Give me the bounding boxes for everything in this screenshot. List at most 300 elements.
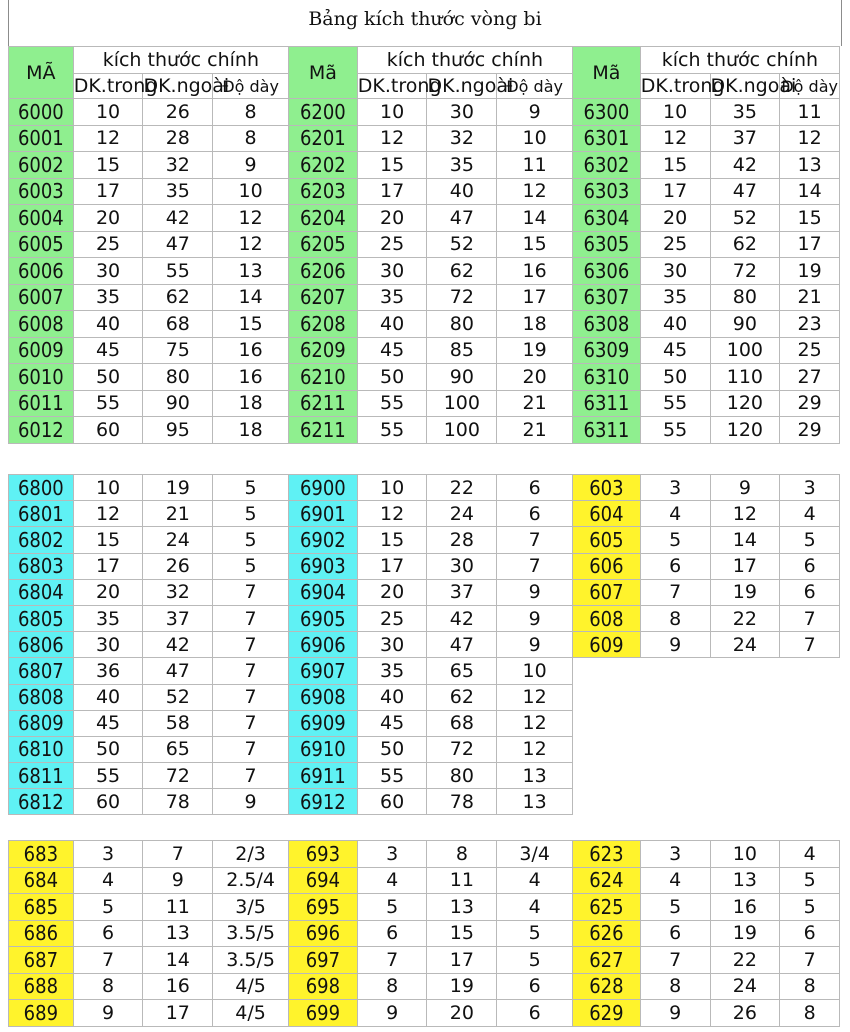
inner-diameter-cell: 60 [357, 789, 427, 815]
inner-diameter-cell: 55 [640, 417, 710, 444]
thickness-cell: 7 [213, 579, 289, 605]
inner-diameter-cell: 40 [73, 684, 143, 710]
outer-diameter-cell: 75 [143, 337, 213, 364]
thickness-cell: 12 [780, 125, 840, 152]
code-cell: 6909 [289, 710, 358, 736]
outer-diameter-cell: 28 [427, 527, 497, 553]
outer-diameter-cell: 58 [143, 710, 213, 736]
code-cell: 697 [289, 947, 358, 974]
column-header-main-size: kích thước chính [640, 47, 839, 74]
inner-diameter-cell: 10 [640, 99, 710, 126]
code-cell: 685 [9, 894, 74, 921]
section-3-table [8, 840, 840, 1027]
code-cell: 6804 [9, 579, 74, 605]
outer-diameter-cell: 13 [143, 920, 213, 947]
table-row [9, 894, 840, 921]
code-cell: 6801 [9, 501, 74, 527]
column-header-outer-diameter: DK.ngoài [427, 75, 514, 97]
empty-cell [710, 763, 780, 789]
thickness-cell: 21 [780, 284, 840, 311]
inner-diameter-cell: 17 [357, 178, 427, 205]
thickness-cell: 12 [213, 205, 289, 232]
thickness-cell: 6 [780, 579, 840, 605]
inner-diameter-cell: 5 [73, 894, 143, 921]
thickness-cell: 8 [213, 99, 289, 126]
code-cell: 696 [289, 920, 358, 947]
code-cell: 605 [573, 527, 641, 553]
outer-diameter-cell: 85 [427, 337, 497, 364]
thickness-cell: 6 [497, 501, 573, 527]
inner-diameter-cell: 25 [640, 231, 710, 258]
table-row [9, 527, 840, 553]
inner-diameter-cell: 36 [73, 658, 143, 684]
code-cell: 6310 [573, 364, 641, 391]
thickness-cell: 9 [213, 152, 289, 179]
code-cell: 6006 [9, 258, 74, 285]
inner-diameter-cell: 45 [357, 710, 427, 736]
code-cell: 687 [9, 947, 74, 974]
empty-cell [710, 710, 780, 736]
code-cell: 688 [9, 973, 74, 1000]
outer-diameter-cell: 35 [143, 178, 213, 205]
outer-diameter-cell: 9 [710, 475, 780, 501]
empty-cell [710, 736, 780, 762]
inner-diameter-cell: 8 [640, 605, 710, 631]
empty-cell [780, 763, 840, 789]
table-row [9, 258, 840, 285]
thickness-cell: 29 [780, 417, 840, 444]
inner-diameter-cell: 4 [357, 867, 427, 894]
outer-diameter-cell: 62 [710, 231, 780, 258]
inner-diameter-cell: 20 [357, 205, 427, 232]
empty-cell [780, 710, 840, 736]
thickness-cell: 7 [213, 605, 289, 631]
column-header-inner-diameter: DK.trong [73, 75, 158, 97]
inner-diameter-cell: 40 [73, 311, 143, 338]
thickness-cell: 17 [780, 231, 840, 258]
thickness-cell: 7 [213, 763, 289, 789]
outer-diameter-cell: 80 [710, 284, 780, 311]
inner-diameter-cell: 17 [357, 553, 427, 579]
outer-diameter-cell: 100 [427, 417, 497, 444]
outer-diameter-cell: 78 [143, 789, 213, 815]
code-cell: 684 [9, 867, 74, 894]
outer-diameter-cell: 28 [143, 125, 213, 152]
empty-cell [780, 789, 840, 815]
inner-diameter-cell: 7 [640, 579, 710, 605]
code-cell: 629 [573, 1000, 641, 1027]
outer-diameter-cell: 37 [427, 579, 497, 605]
code-cell: 694 [289, 867, 358, 894]
outer-diameter-cell: 47 [427, 632, 497, 658]
code-cell: 6910 [289, 736, 358, 762]
outer-diameter-cell: 37 [143, 605, 213, 631]
code-cell: 6901 [289, 501, 358, 527]
outer-diameter-cell: 42 [710, 152, 780, 179]
outer-diameter-cell: 30 [427, 99, 497, 126]
code-cell: 606 [573, 553, 641, 579]
code-cell: 6809 [9, 710, 74, 736]
inner-diameter-cell: 6 [640, 920, 710, 947]
outer-diameter-cell: 22 [710, 947, 780, 974]
thickness-cell: 9 [497, 605, 573, 631]
inner-diameter-cell: 55 [73, 763, 143, 789]
code-cell: 6011 [9, 390, 74, 417]
thickness-cell: 12 [497, 736, 573, 762]
outer-diameter-cell: 52 [143, 684, 213, 710]
inner-diameter-cell: 10 [357, 99, 427, 126]
thickness-cell: 18 [497, 311, 573, 338]
code-cell: 628 [573, 973, 641, 1000]
inner-diameter-cell: 45 [640, 337, 710, 364]
thickness-cell: 13 [780, 152, 840, 179]
inner-diameter-cell: 3 [73, 841, 143, 868]
outer-diameter-cell: 62 [427, 684, 497, 710]
column-header-inner-diameter: DK.trong [640, 75, 725, 97]
thickness-cell: 17 [497, 284, 573, 311]
table-row [9, 125, 840, 152]
empty-cell [640, 736, 710, 762]
thickness-cell: 3 [780, 475, 840, 501]
outer-diameter-cell: 10 [710, 841, 780, 868]
code-cell: 695 [289, 894, 358, 921]
inner-diameter-cell: 25 [357, 231, 427, 258]
outer-diameter-cell: 90 [427, 364, 497, 391]
inner-diameter-cell: 20 [73, 579, 143, 605]
outer-diameter-cell: 22 [427, 475, 497, 501]
code-cell: 6010 [9, 364, 74, 391]
code-cell: 6305 [573, 231, 641, 258]
thickness-cell: 14 [213, 284, 289, 311]
outer-diameter-cell: 80 [427, 311, 497, 338]
thickness-cell: 8 [213, 125, 289, 152]
inner-diameter-cell: 8 [357, 973, 427, 1000]
outer-diameter-cell: 17 [143, 1000, 213, 1027]
thickness-cell: 16 [497, 258, 573, 285]
outer-diameter-cell: 68 [427, 710, 497, 736]
thickness-cell: 10 [497, 658, 573, 684]
code-cell: 623 [573, 841, 641, 868]
thickness-cell: 7 [780, 605, 840, 631]
thickness-cell: 4 [497, 867, 573, 894]
thickness-cell: 7 [497, 553, 573, 579]
inner-diameter-cell: 15 [640, 152, 710, 179]
code-cell: 6207 [289, 284, 358, 311]
code-cell: 6311 [573, 417, 641, 444]
section-2-table [8, 474, 840, 815]
thickness-cell: 6 [780, 553, 840, 579]
outer-diameter-cell: 52 [710, 205, 780, 232]
thickness-cell: 19 [497, 337, 573, 364]
code-cell: 6304 [573, 205, 641, 232]
code-cell: 6209 [289, 337, 358, 364]
thickness-cell: 9 [497, 579, 573, 605]
thickness-cell: 12 [497, 710, 573, 736]
table-row [9, 867, 840, 894]
outer-diameter-cell: 100 [710, 337, 780, 364]
table-row [9, 973, 840, 1000]
table-row [9, 284, 840, 311]
table-row [9, 1000, 840, 1027]
inner-diameter-cell: 15 [357, 527, 427, 553]
thickness-cell: 5 [213, 553, 289, 579]
empty-cell [573, 710, 641, 736]
code-cell: 6808 [9, 684, 74, 710]
code-cell: 626 [573, 920, 641, 947]
inner-diameter-cell: 15 [73, 527, 143, 553]
outer-diameter-cell: 72 [427, 736, 497, 762]
thickness-cell: 14 [497, 205, 573, 232]
thickness-cell: 12 [497, 178, 573, 205]
thickness-cell: 11 [497, 152, 573, 179]
code-cell: 6001 [9, 125, 74, 152]
inner-diameter-cell: 15 [73, 152, 143, 179]
thickness-cell: 6 [497, 1000, 573, 1027]
empty-cell [640, 763, 710, 789]
inner-diameter-cell: 9 [357, 1000, 427, 1027]
thickness-cell: 3.5/5 [213, 920, 289, 947]
thickness-cell: 5 [497, 947, 573, 974]
thickness-cell: 14 [780, 178, 840, 205]
outer-diameter-cell: 19 [710, 579, 780, 605]
inner-diameter-cell: 5 [357, 894, 427, 921]
outer-diameter-cell: 32 [143, 152, 213, 179]
inner-diameter-cell: 12 [73, 501, 143, 527]
outer-diameter-cell: 95 [143, 417, 213, 444]
table-row [9, 841, 840, 868]
thickness-cell: 12 [213, 231, 289, 258]
outer-diameter-cell: 19 [427, 973, 497, 1000]
inner-diameter-cell: 4 [640, 867, 710, 894]
thickness-cell: 6 [497, 475, 573, 501]
outer-diameter-cell: 26 [710, 1000, 780, 1027]
table-row [9, 632, 840, 658]
code-cell: 6211 [289, 390, 358, 417]
outer-diameter-cell: 30 [427, 553, 497, 579]
thickness-cell: 4/5 [213, 1000, 289, 1027]
thickness-cell: 3/5 [213, 894, 289, 921]
inner-diameter-cell: 17 [73, 178, 143, 205]
empty-cell [780, 684, 840, 710]
outer-diameter-cell: 80 [143, 364, 213, 391]
table-row [9, 920, 840, 947]
inner-diameter-cell: 35 [640, 284, 710, 311]
thickness-cell: 23 [780, 311, 840, 338]
outer-diameter-cell: 17 [427, 947, 497, 974]
outer-diameter-cell: 78 [427, 789, 497, 815]
code-cell: 6308 [573, 311, 641, 338]
thickness-cell: 6 [780, 920, 840, 947]
code-cell: 6905 [289, 605, 358, 631]
outer-diameter-cell: 14 [710, 527, 780, 553]
outer-diameter-cell: 19 [143, 475, 213, 501]
outer-diameter-cell: 13 [710, 867, 780, 894]
code-cell: 6303 [573, 178, 641, 205]
inner-diameter-cell: 7 [357, 947, 427, 974]
code-cell: 6800 [9, 475, 74, 501]
code-cell: 6201 [289, 125, 358, 152]
table-row [9, 99, 840, 126]
header-row-group [9, 47, 840, 74]
inner-diameter-cell: 50 [73, 736, 143, 762]
code-cell: 6012 [9, 417, 74, 444]
thickness-cell: 13 [497, 789, 573, 815]
empty-cell [640, 658, 710, 684]
outer-diameter-cell: 24 [710, 632, 780, 658]
thickness-cell: 5 [497, 920, 573, 947]
inner-diameter-cell: 20 [357, 579, 427, 605]
inner-diameter-cell: 40 [640, 311, 710, 338]
outer-diameter-cell: 90 [710, 311, 780, 338]
inner-diameter-cell: 7 [640, 947, 710, 974]
code-cell: 699 [289, 1000, 358, 1027]
inner-diameter-cell: 45 [357, 337, 427, 364]
inner-diameter-cell: 9 [640, 1000, 710, 1027]
inner-diameter-cell: 9 [640, 632, 710, 658]
outer-diameter-cell: 15 [427, 920, 497, 947]
empty-cell [640, 789, 710, 815]
inner-diameter-cell: 60 [73, 789, 143, 815]
table-row [9, 311, 840, 338]
inner-diameter-cell: 30 [357, 632, 427, 658]
table-row [9, 417, 840, 444]
inner-diameter-cell: 35 [73, 284, 143, 311]
outer-diameter-cell: 47 [143, 658, 213, 684]
thickness-cell: 13 [213, 258, 289, 285]
outer-diameter-cell: 110 [710, 364, 780, 391]
column-header-main-size: kích thước chính [357, 47, 572, 74]
code-cell: 6002 [9, 152, 74, 179]
code-cell: 6210 [289, 364, 358, 391]
code-cell: 6004 [9, 205, 74, 232]
inner-diameter-cell: 35 [73, 605, 143, 631]
column-header-main-size: kích thước chính [73, 47, 288, 74]
code-cell: 689 [9, 1000, 74, 1027]
code-cell: 607 [573, 579, 641, 605]
thickness-cell: 16 [213, 364, 289, 391]
code-cell: 6309 [573, 337, 641, 364]
thickness-cell: 2/3 [213, 841, 289, 868]
thickness-cell: 7 [780, 632, 840, 658]
column-header-thickness: Độ dày [497, 74, 573, 99]
inner-diameter-cell: 40 [357, 311, 427, 338]
thickness-cell: 5 [213, 475, 289, 501]
thickness-cell: 2.5/4 [213, 867, 289, 894]
inner-diameter-cell: 12 [357, 125, 427, 152]
thickness-cell: 19 [780, 258, 840, 285]
code-cell: 6204 [289, 205, 358, 232]
inner-diameter-cell: 12 [357, 501, 427, 527]
inner-diameter-cell: 55 [357, 390, 427, 417]
thickness-cell: 9 [497, 632, 573, 658]
column-header-code: Mã [573, 47, 641, 99]
inner-diameter-cell: 6 [357, 920, 427, 947]
inner-diameter-cell: 20 [640, 205, 710, 232]
thickness-cell: 12 [497, 684, 573, 710]
outer-diameter-cell: 42 [143, 205, 213, 232]
inner-diameter-cell: 30 [640, 258, 710, 285]
thickness-cell: 5 [780, 894, 840, 921]
thickness-cell: 4/5 [213, 973, 289, 1000]
thickness-cell: 7 [213, 684, 289, 710]
code-cell: 6301 [573, 125, 641, 152]
empty-cell [573, 684, 641, 710]
code-cell: 604 [573, 501, 641, 527]
code-cell: 6803 [9, 553, 74, 579]
empty-cell [780, 736, 840, 762]
inner-diameter-cell: 17 [73, 553, 143, 579]
inner-diameter-cell: 8 [640, 973, 710, 1000]
thickness-cell: 6 [497, 973, 573, 1000]
inner-diameter-cell: 55 [357, 417, 427, 444]
outer-diameter-cell: 13 [427, 894, 497, 921]
code-cell: 6003 [9, 178, 74, 205]
outer-diameter-cell: 42 [427, 605, 497, 631]
inner-diameter-cell: 10 [357, 475, 427, 501]
inner-diameter-cell: 15 [357, 152, 427, 179]
outer-diameter-cell: 65 [143, 736, 213, 762]
outer-diameter-cell: 11 [427, 867, 497, 894]
inner-diameter-cell: 8 [73, 973, 143, 1000]
thickness-cell: 7 [780, 947, 840, 974]
inner-diameter-cell: 10 [73, 99, 143, 126]
code-cell: 6904 [289, 579, 358, 605]
outer-diameter-cell: 11 [143, 894, 213, 921]
code-cell: 609 [573, 632, 641, 658]
page-title: Bảng kích thước vòng bi [8, 0, 842, 46]
table-row [9, 390, 840, 417]
thickness-cell: 20 [497, 364, 573, 391]
thickness-cell: 18 [213, 390, 289, 417]
empty-cell [640, 710, 710, 736]
outer-diameter-cell: 16 [710, 894, 780, 921]
thickness-cell: 15 [213, 311, 289, 338]
outer-diameter-cell: 72 [427, 284, 497, 311]
code-cell: 624 [573, 867, 641, 894]
thickness-cell: 11 [780, 99, 840, 126]
code-cell: 603 [573, 475, 641, 501]
column-header-thickness: Độ dày [213, 74, 289, 99]
outer-diameter-cell: 42 [143, 632, 213, 658]
inner-diameter-cell: 60 [73, 417, 143, 444]
inner-diameter-cell: 3 [357, 841, 427, 868]
column-header-outer-diameter: DK.ngoài [143, 75, 230, 97]
code-cell: 6802 [9, 527, 74, 553]
outer-diameter-cell: 19 [710, 920, 780, 947]
code-cell: 6807 [9, 658, 74, 684]
empty-cell [710, 789, 780, 815]
code-cell: 6906 [289, 632, 358, 658]
empty-cell [573, 736, 641, 762]
outer-diameter-cell: 72 [143, 763, 213, 789]
code-cell: 6806 [9, 632, 74, 658]
outer-diameter-cell: 9 [143, 867, 213, 894]
thickness-cell: 15 [497, 231, 573, 258]
table-row [9, 710, 840, 736]
outer-diameter-cell: 120 [710, 390, 780, 417]
table-row [9, 553, 840, 579]
code-cell: 6300 [573, 99, 641, 126]
code-cell: 627 [573, 947, 641, 974]
code-cell: 6811 [9, 763, 74, 789]
empty-cell [573, 763, 641, 789]
empty-cell [573, 789, 641, 815]
thickness-cell: 18 [213, 417, 289, 444]
outer-diameter-cell: 14 [143, 947, 213, 974]
table-row [9, 763, 840, 789]
thickness-cell: 9 [497, 99, 573, 126]
code-cell: 6805 [9, 605, 74, 631]
